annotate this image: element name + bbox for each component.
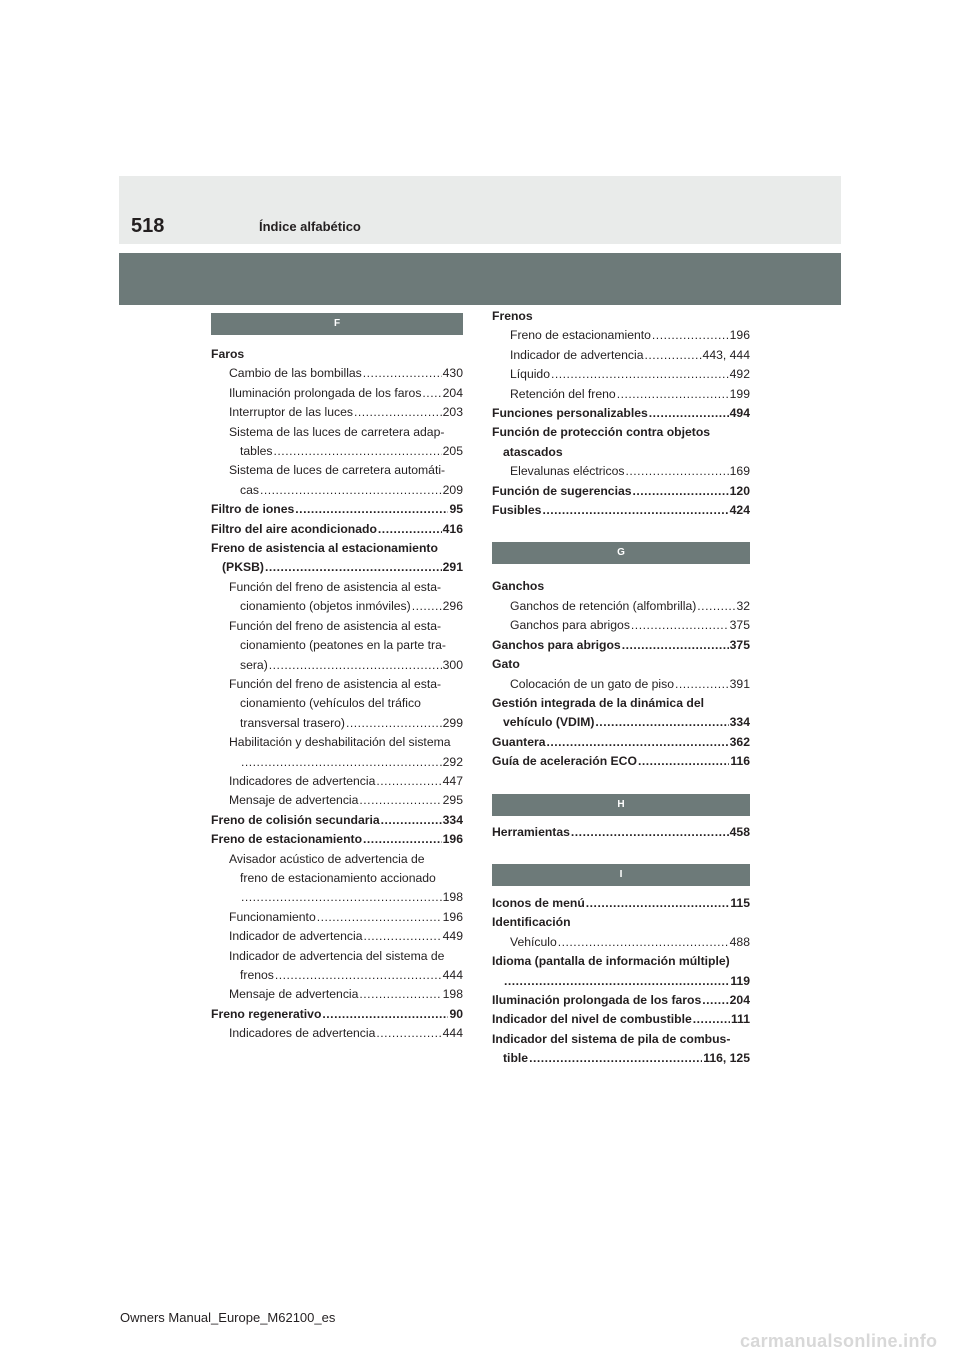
- index-heading-line: Función de protección contra objetos: [492, 425, 711, 440]
- index-entry-bold[interactable]: Funciones personalizables ..... 494: [492, 404, 750, 423]
- index-heading-line: Gestión integrada de la dinámica del: [492, 695, 704, 710]
- index-entry-bold[interactable]: ..... 119: [492, 972, 750, 991]
- index-entry-line: Sistema de las luces de carretera adap-: [229, 424, 445, 439]
- index-entry-line: Indicador de advertencia del sistema de: [229, 948, 445, 963]
- index-entry[interactable]: Colocación de un gato de piso ..... 391: [492, 675, 750, 694]
- index-entry-line: cionamiento (peatones en la parte tra-: [240, 638, 446, 653]
- letter-heading-g: G: [492, 542, 750, 564]
- index-entry-bold[interactable]: Indicador del nivel de combustible ..... 111: [492, 1010, 750, 1029]
- index-entry[interactable]: Freno de estacionamiento ..... 196: [492, 326, 750, 345]
- index-column-left: [211, 313, 463, 1044]
- footer-manual-id: Owners Manual_Europe_M62100_es: [120, 1310, 336, 1325]
- index-entry[interactable]: Indicadores de advertencia ..... 444: [211, 1024, 463, 1043]
- index-column-right: [492, 307, 750, 1069]
- watermark: carmanualsonline.info: [740, 1331, 938, 1351]
- index-entry[interactable]: Mensaje de advertencia ..... 198: [211, 985, 463, 1004]
- index-heading-identificacion: Identificación: [492, 915, 571, 930]
- header-dark-band: [119, 253, 841, 305]
- index-entry-bold[interactable]: Freno de estacionamiento ..... 196: [211, 830, 463, 849]
- index-entry-bold[interactable]: Iconos de menú ..... 115: [492, 894, 750, 913]
- index-heading-line: Indicador del sistema de pila de combus-: [492, 1031, 731, 1046]
- index-entry-bold[interactable]: Freno de colisión secundaria ..... 334: [211, 811, 463, 830]
- index-entry[interactable]: cas ..... 209: [211, 481, 463, 500]
- index-entry[interactable]: ..... 198: [211, 888, 463, 907]
- index-entry-bold[interactable]: Herramientas ..... 458: [492, 823, 750, 842]
- index-entry[interactable]: Indicadores de advertencia ..... 447: [211, 772, 463, 791]
- index-entry-bold[interactable]: tible ..... 116, 125: [492, 1049, 750, 1068]
- index-entry-line: Función del freno de asistencia al esta-: [229, 618, 442, 633]
- index-entry-line: Avisador acústico de advertencia de: [229, 851, 425, 866]
- page-number: 518: [131, 215, 165, 237]
- index-entry-bold[interactable]: Guantera ..... 362: [492, 733, 750, 752]
- letter-heading-f: F: [211, 313, 463, 335]
- index-entry-line: Sistema de luces de carretera automáti-: [229, 463, 446, 478]
- index-entry-bold[interactable]: Filtro de iones ..... 95: [211, 500, 463, 519]
- index-entry-line: Habilitación y deshabilitación del sistema: [229, 735, 451, 750]
- index-entry-bold[interactable]: Guía de aceleración ECO ..... 116: [492, 752, 750, 771]
- letter-heading-h: H: [492, 794, 750, 816]
- index-entry[interactable]: Mensaje de advertencia ..... 295: [211, 791, 463, 810]
- index-entry[interactable]: Líquido ..... 492: [492, 365, 750, 384]
- index-entry-line: cionamiento (vehículos del tráfico: [240, 696, 421, 711]
- index-entry[interactable]: Retención del freno ..... 199: [492, 385, 750, 404]
- index-entry-bold[interactable]: Iluminación prolongada de los faros ..... 204: [492, 991, 750, 1010]
- index-entry[interactable]: tables ..... 205: [211, 442, 463, 461]
- index-entry-line: Función del freno de asistencia al esta-: [229, 579, 442, 594]
- index-heading-line: Idioma (pantalla de información múltiple): [492, 954, 730, 969]
- index-entry[interactable]: Ganchos para abrigos ..... 375: [492, 616, 750, 635]
- index-entry[interactable]: Elevalunas eléctricos ..... 169: [492, 462, 750, 481]
- index-entry[interactable]: frenos ..... 444: [211, 966, 463, 985]
- index-entry[interactable]: transversal trasero) ..... 299: [211, 714, 463, 733]
- index-entry-bold[interactable]: Ganchos para abrigos ..... 375: [492, 636, 750, 655]
- index-heading-line: Freno de asistencia al estacionamiento: [211, 541, 438, 556]
- index-entry-bold[interactable]: vehículo (VDIM) ..... 334: [492, 713, 750, 732]
- index-entry-bold[interactable]: Función de sugerencias ..... 120: [492, 482, 750, 501]
- index-entry[interactable]: Funcionamiento ..... 196: [211, 908, 463, 927]
- index-heading-line: atascados: [503, 444, 563, 459]
- index-entry[interactable]: Indicador de advertencia ..... 443, 444: [492, 346, 750, 365]
- index-entry-line: Función del freno de asistencia al esta-: [229, 676, 442, 691]
- index-entry[interactable]: Iluminación prolongada de los faros ..... 204: [211, 384, 463, 403]
- index-entry[interactable]: Ganchos de retención (alfombrilla) ..... 32: [492, 597, 750, 616]
- index-entry-bold[interactable]: Fusibles ..... 424: [492, 501, 750, 520]
- index-entry[interactable]: Cambio de las bombillas ..... 430: [211, 364, 463, 383]
- index-entry[interactable]: Indicador de advertencia ..... 449: [211, 927, 463, 946]
- index-entry[interactable]: Vehículo ..... 488: [492, 933, 750, 952]
- index-entry-bold[interactable]: Filtro del aire acondicionado ..... 416: [211, 520, 463, 539]
- index-entry-bold[interactable]: (PKSB) ..... 291: [211, 558, 463, 577]
- letter-heading-i: I: [492, 864, 750, 886]
- index-entry[interactable]: ..... 292: [211, 753, 463, 772]
- index-entry[interactable]: Interruptor de las luces ..... 203: [211, 403, 463, 422]
- header-band: [119, 176, 841, 244]
- index-heading-frenos: Frenos: [492, 309, 533, 323]
- index-heading-gato: Gato: [492, 657, 520, 672]
- index-entry[interactable]: sera) ..... 300: [211, 656, 463, 675]
- index-entry[interactable]: cionamiento (objetos inmóviles) ..... 296: [211, 597, 463, 616]
- index-heading-ganchos: Ganchos: [492, 579, 545, 594]
- section-title: Índice alfabético: [259, 219, 361, 234]
- index-heading-faros: Faros: [211, 347, 245, 361]
- index-entry-line: freno de estacionamiento accionado: [240, 870, 436, 885]
- index-entry-bold[interactable]: Freno regenerativo ..... 90: [211, 1005, 463, 1024]
